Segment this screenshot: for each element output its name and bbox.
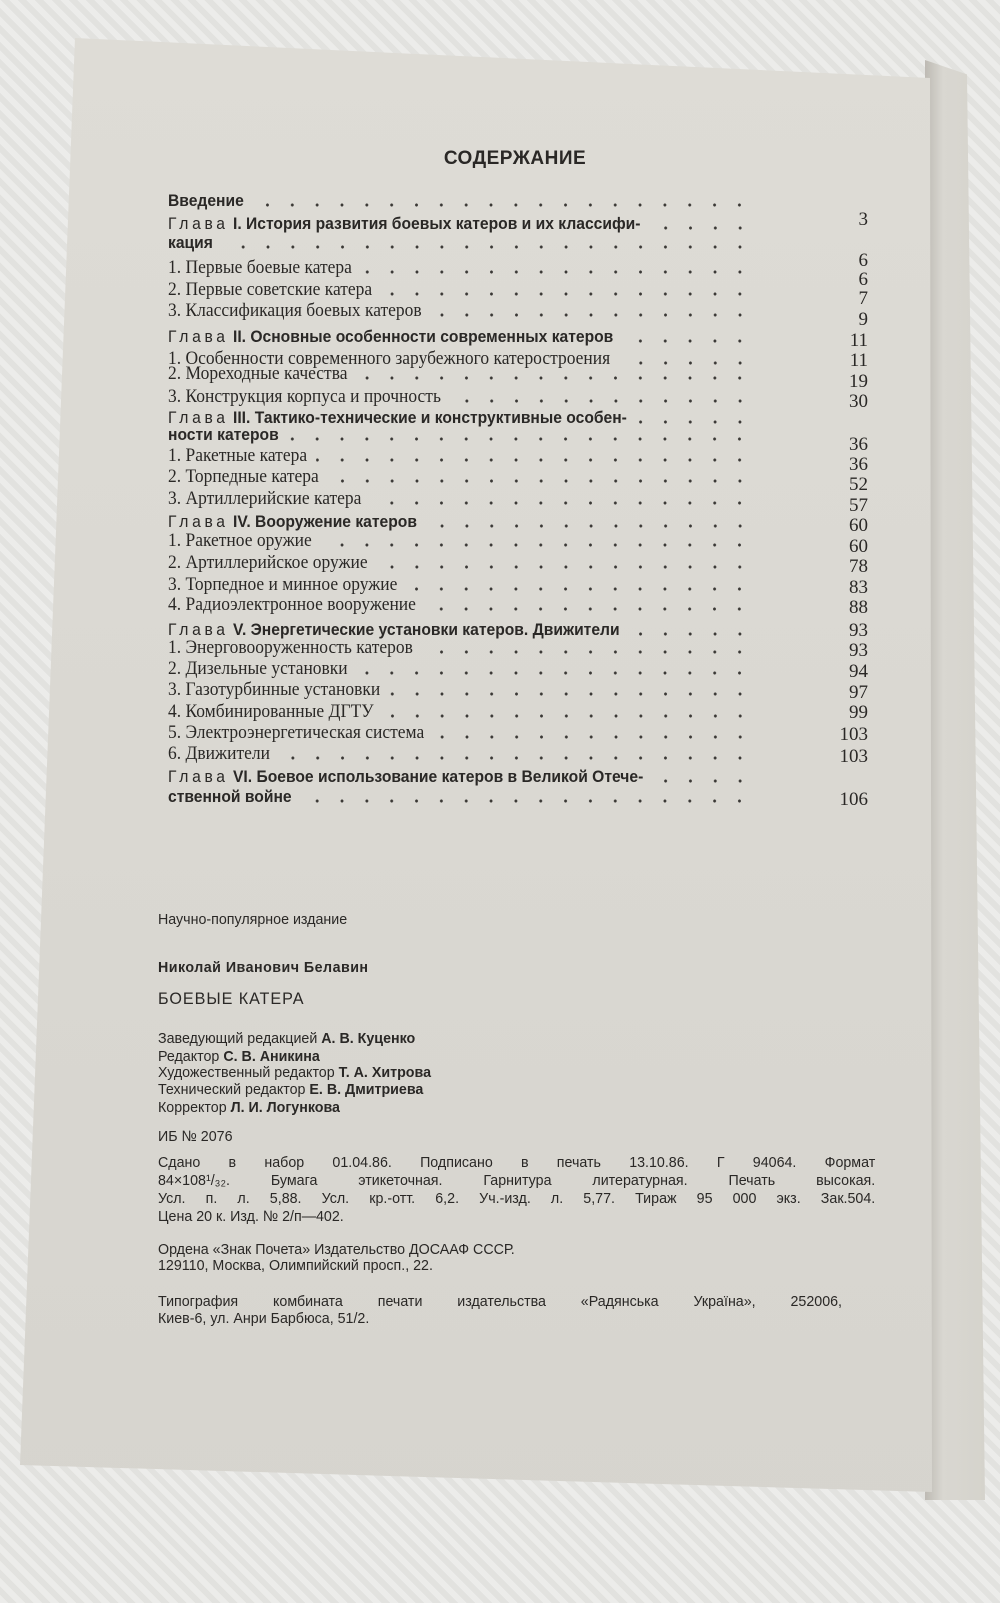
toc-page-number: 83 bbox=[849, 577, 868, 598]
publisher-line-0: Ордена «Знак Почета» Издательство ДОСААФ СССР. bbox=[158, 1241, 515, 1258]
toc-page-number: 19 bbox=[849, 371, 868, 392]
credit-name: С. В. Аникина bbox=[223, 1048, 320, 1065]
dot-leader bbox=[426, 523, 752, 529]
print-details-3: Цена 20 к. Изд. № 2/п—402. bbox=[158, 1208, 344, 1225]
dot-leader bbox=[389, 691, 752, 697]
dot-leader bbox=[381, 291, 752, 297]
chapter-label: Глава bbox=[168, 512, 229, 531]
toc-entry bbox=[168, 658, 752, 680]
toc-entry-title: 1. Ракетное оружие bbox=[168, 530, 312, 551]
credit-name: Т. А. Хитрова bbox=[338, 1064, 432, 1081]
dot-leader bbox=[357, 670, 752, 676]
chapter-label: Глава bbox=[168, 214, 229, 233]
toc-entry bbox=[168, 594, 752, 616]
toc-entry bbox=[168, 190, 752, 212]
credit-role: Заведующий редакцией bbox=[158, 1030, 322, 1047]
toc-entry bbox=[168, 363, 752, 385]
toc-entry bbox=[168, 257, 752, 279]
dot-leader bbox=[622, 338, 752, 344]
toc-entry bbox=[168, 466, 752, 488]
credit-role: Редактор bbox=[158, 1048, 224, 1065]
toc-page-number: 103 bbox=[839, 724, 868, 745]
toc-entry bbox=[168, 766, 752, 788]
toc-page-number: 3 bbox=[858, 209, 868, 230]
toc-entry-title: 2. Торпедные катера bbox=[168, 466, 319, 487]
toc-entry-title: Глава II. Основные особенности современных катеров bbox=[168, 327, 614, 346]
toc-entry bbox=[168, 488, 752, 510]
toc-page-number: 99 bbox=[849, 702, 868, 723]
chapter-label: Глава bbox=[168, 620, 229, 639]
toc-entry-title: ственной войне bbox=[168, 787, 292, 806]
dot-leader bbox=[288, 436, 752, 442]
toc-page-number: 103 bbox=[839, 746, 868, 767]
dot-leader bbox=[650, 225, 753, 231]
toc-entry bbox=[168, 574, 752, 596]
toc-page-number: 36 bbox=[849, 434, 868, 455]
toc-entry bbox=[168, 326, 752, 348]
toc-page-number: 93 bbox=[849, 620, 868, 641]
dot-leader bbox=[652, 778, 752, 784]
toc-entry-title: 1. Ракетные катера bbox=[168, 445, 308, 466]
toc-entry bbox=[168, 552, 752, 574]
print-details-0: Сдано в набор 01.04.86. Подписано в печать 13.10.86. Г 94064. Формат bbox=[158, 1154, 876, 1171]
toc-page-number: 97 bbox=[849, 682, 868, 703]
toc-entry-title: 3. Торпедное и минное оружие bbox=[168, 574, 398, 595]
toc-entry-title: 3. Классификация боевых катеров bbox=[168, 300, 422, 321]
toc-entry-title: 4. Радиоэлектронное вооружение bbox=[168, 594, 416, 615]
toc-page-number: 106 bbox=[839, 789, 868, 810]
toc-entry bbox=[168, 722, 752, 744]
dot-leader bbox=[422, 649, 752, 655]
toc-entry-title: ности катеров bbox=[168, 425, 279, 444]
print-details-2: Усл. п. л. 5,88. Усл. кр.-отт. 6,2. Уч.-изд. л. 5,77. Тираж 95 000 экз. Зак.504. bbox=[158, 1190, 876, 1207]
dot-leader bbox=[279, 755, 752, 761]
toc-entry-title: 2. Дизельные установки bbox=[168, 658, 348, 679]
toc-entry-title: 5. Электроэнергетическая система bbox=[168, 722, 425, 743]
toc-entry bbox=[168, 386, 752, 408]
book-title: БОЕВЫЕ КАТЕРА bbox=[158, 989, 305, 1008]
toc-entry-title: 1. Энерговооруженность катеров bbox=[168, 637, 413, 658]
toc-entry bbox=[168, 300, 752, 322]
toc-entry-title: 2. Мореходные качества bbox=[168, 363, 348, 384]
toc-entry bbox=[168, 679, 752, 701]
toc-entry bbox=[168, 445, 752, 467]
toc-entry-title: 3. Артиллерийские катера bbox=[168, 488, 362, 509]
edition-type: Научно-популярное издание bbox=[158, 911, 348, 928]
toc-page-number: 9 bbox=[858, 309, 868, 330]
chapter-label: Глава bbox=[168, 767, 229, 786]
chapter-label: Глава bbox=[168, 408, 229, 427]
dot-leader bbox=[361, 269, 752, 275]
toc-entry bbox=[168, 786, 752, 808]
toc-entry-title: Глава VI. Боевое использование катеров в Великой Отече- bbox=[168, 767, 644, 786]
toc-entry-title: 6. Движители bbox=[168, 743, 270, 764]
toc-entry-title: Глава IV. Вооружение катеров bbox=[168, 512, 417, 531]
toc-page-number: 6 bbox=[858, 269, 868, 290]
toc-entry-title: 3. Газотурбинные установки bbox=[168, 679, 381, 700]
toc-entry bbox=[168, 424, 752, 446]
toc-entry bbox=[168, 530, 752, 552]
toc-page-number: 93 bbox=[849, 640, 868, 661]
toc-entry bbox=[168, 232, 752, 254]
dot-leader bbox=[425, 606, 752, 612]
credit-line bbox=[158, 1099, 340, 1117]
dot-leader bbox=[450, 398, 752, 404]
dot-leader bbox=[407, 586, 753, 592]
toc-title: СОДЕРЖАНИЕ bbox=[443, 148, 587, 169]
dot-leader bbox=[371, 500, 753, 506]
credit-name: Е. В. Дмитриева bbox=[309, 1081, 424, 1098]
toc-entry-title: Глава I. История развития боевых катеров и их классифи- bbox=[168, 214, 641, 233]
credit-line bbox=[158, 1081, 423, 1099]
toc-page-number: 52 bbox=[849, 474, 868, 495]
toc-entry-title: 2. Артиллерийское оружие bbox=[168, 552, 368, 573]
toc-entry-title: 1. Первые боевые катера bbox=[168, 257, 352, 278]
dot-leader bbox=[357, 375, 753, 381]
toc-page-number: 60 bbox=[849, 515, 868, 536]
toc-page-number: 6 bbox=[858, 250, 868, 271]
author-name: Николай Иванович Белавин bbox=[158, 959, 369, 976]
toc-entry bbox=[168, 637, 752, 659]
dot-leader bbox=[222, 244, 752, 250]
toc-entry-title: 4. Комбинированные ДГТУ bbox=[168, 701, 374, 722]
toc-entry-title: Глава V. Энергетические установки катеров. Движители bbox=[168, 620, 620, 639]
dot-leader bbox=[328, 478, 752, 484]
dot-leader bbox=[321, 542, 752, 548]
dot-leader bbox=[316, 457, 752, 463]
toc-entry-title: кация bbox=[168, 233, 213, 252]
publisher-line-1: 129110, Москва, Олимпийский просп., 22. bbox=[158, 1257, 433, 1274]
toc-page-number: 30 bbox=[849, 391, 868, 412]
toc-page-number: 7 bbox=[858, 288, 868, 309]
toc-page-number: 94 bbox=[849, 661, 868, 682]
dot-leader bbox=[377, 564, 752, 570]
credit-name: А. В. Куценко bbox=[321, 1030, 416, 1047]
credit-line bbox=[158, 1030, 415, 1048]
toc-entry bbox=[168, 743, 752, 765]
toc-entry bbox=[168, 701, 752, 723]
toc-page-number: 60 bbox=[849, 536, 868, 557]
toc-entry bbox=[168, 279, 752, 301]
toc-entry-title: 1. Особенности современного зарубежного катеростроения bbox=[168, 348, 611, 369]
toc-entry-title: 3. Конструкция корпуса и прочность bbox=[168, 386, 441, 407]
credit-role: Технический редактор bbox=[158, 1081, 310, 1098]
chapter-label: Глава bbox=[168, 327, 229, 346]
printer-line-1: Киев-6, ул. Анри Барбюса, 51/2. bbox=[158, 1310, 370, 1327]
print-details-1: 84×108¹/₃₂. Бумага этикеточная. Гарнитура литературная. Печать высокая. bbox=[158, 1172, 876, 1189]
toc-page-number: 36 bbox=[849, 454, 868, 475]
toc-page-number: 11 bbox=[849, 330, 868, 351]
dot-leader bbox=[433, 734, 752, 740]
printer-line-0: Типография комбината печати издательства «Радянська Україна», 252006, bbox=[158, 1293, 842, 1310]
dot-leader bbox=[301, 798, 752, 804]
toc-entry-title: Введение bbox=[168, 191, 244, 210]
dot-leader bbox=[253, 202, 752, 208]
dot-leader bbox=[431, 312, 752, 318]
toc-entry-title: Глава III. Тактико-технические и конструктивные особен- bbox=[168, 408, 627, 427]
toc-page-number: 11 bbox=[849, 350, 868, 371]
toc-entry-title: 2. Первые советские катера bbox=[168, 279, 373, 300]
credit-role: Художественный редактор bbox=[158, 1064, 339, 1081]
credit-name: Л. И. Логункова bbox=[230, 1099, 340, 1116]
toc-page-number: 78 bbox=[849, 556, 868, 577]
ib-number: ИБ № 2076 bbox=[158, 1128, 233, 1145]
credit-role: Корректор bbox=[158, 1099, 231, 1116]
dot-leader bbox=[383, 713, 752, 719]
toc-page-number: 57 bbox=[849, 495, 868, 516]
credit-line bbox=[158, 1064, 431, 1082]
toc-page-number: 88 bbox=[849, 597, 868, 618]
